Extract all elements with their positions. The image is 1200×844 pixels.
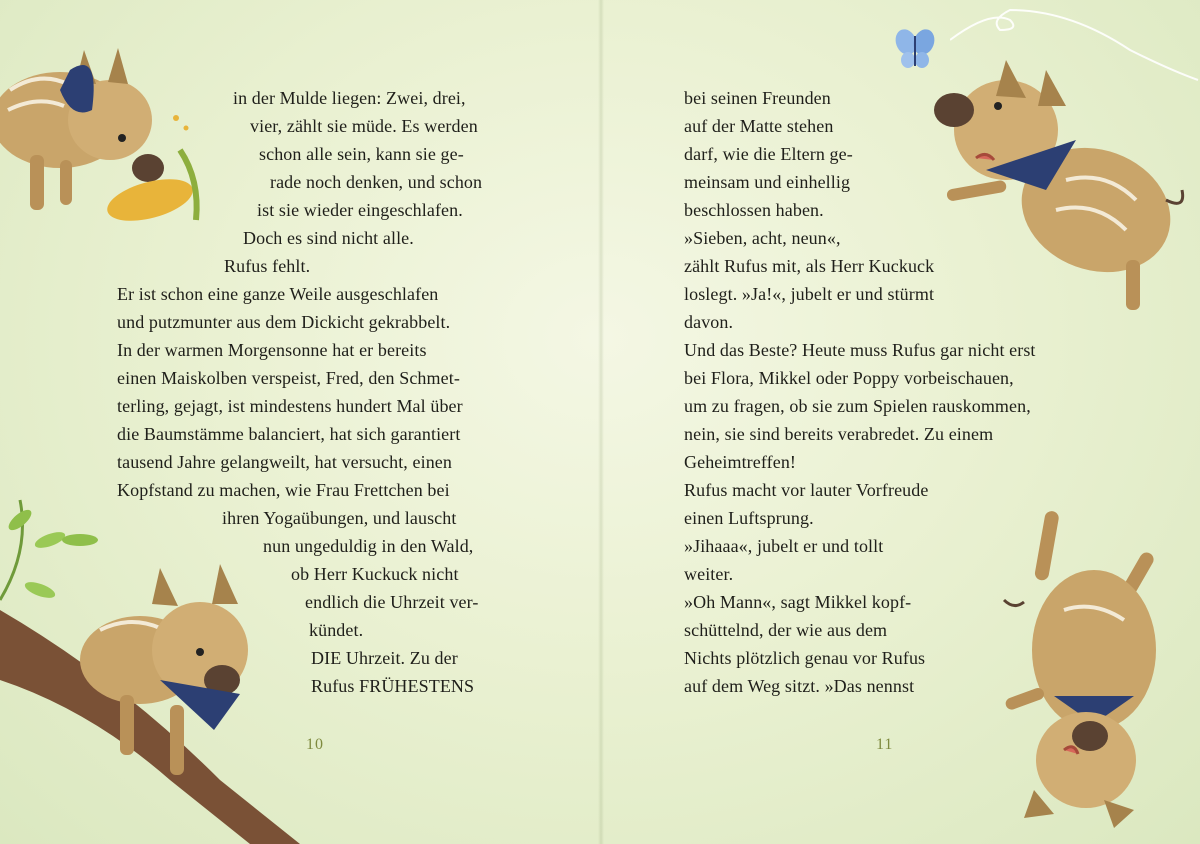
- left-line: ist sie wieder eingeschlafen.: [257, 200, 463, 220]
- left-line: in der Mulde liegen: Zwei, drei,: [233, 88, 466, 108]
- left-line: Er ist schon eine ganze Weile ausgeschlafen: [117, 284, 439, 304]
- right-line: »Sieben, acht, neun«,: [684, 228, 841, 248]
- right-line: davon.: [684, 312, 734, 332]
- boar-handstand-illustration: [994, 510, 1194, 830]
- right-line: weiter.: [684, 564, 734, 584]
- right-line: darf, wie die Eltern ge-: [684, 144, 853, 164]
- boar-branch-icon: [0, 480, 310, 844]
- right-line: nein, sie sind bereits verabredet. Zu einem: [684, 424, 994, 444]
- left-line: ihren Yogaübungen, und lauscht: [222, 508, 457, 528]
- boar-jumping-illustration: [926, 40, 1196, 320]
- right-line: um zu fragen, ob sie zum Spielen rauskommen,: [684, 396, 1031, 416]
- left-line: vier, zählt sie müde. Es werden: [250, 116, 478, 136]
- right-line: Geheimtreffen!: [684, 452, 797, 472]
- left-line: terling, gejagt, ist mindestens hundert Mal über: [117, 396, 463, 416]
- boar-corn-icon: [0, 10, 220, 240]
- right-line: schüttelnd, der wie aus dem: [684, 620, 888, 640]
- book-gutter: [598, 0, 604, 844]
- left-line: kündet.: [309, 620, 364, 640]
- right-line: »Jihaaa«, jubelt er und tollt: [684, 536, 884, 556]
- right-line: bei seinen Freunden: [684, 88, 831, 108]
- boar-jumping-icon: [926, 40, 1196, 320]
- left-line: rade noch denken, und schon: [270, 172, 483, 192]
- left-line: und putzmunter aus dem Dickicht gekrabbelt.: [117, 312, 451, 332]
- right-line: Nichts plötzlich genau vor Rufus: [684, 648, 926, 668]
- left-line: In der warmen Morgensonne hat er bereits: [117, 340, 427, 360]
- left-line: schon alle sein, kann sie ge-: [259, 144, 464, 164]
- boar-on-branch-illustration: [0, 480, 310, 844]
- right-line: meinsam und einhellig: [684, 172, 851, 192]
- boar-handstand-icon: [994, 510, 1194, 830]
- left-line: nun ungeduldig in den Wald,: [263, 536, 474, 556]
- right-line: loslegt. »Ja!«, jubelt er und stürmt: [684, 284, 935, 304]
- right-line: zählt Rufus mit, als Herr Kuckuck: [684, 256, 935, 276]
- left-line: ob Herr Kuckuck nicht: [291, 564, 459, 584]
- right-line: auf dem Weg sitzt. »Das nennst: [684, 676, 915, 696]
- left-line: Doch es sind nicht alle.: [243, 228, 414, 248]
- left-line: Rufus FRÜHESTENS: [311, 676, 475, 696]
- left-line: die Baumstämme balanciert, hat sich garantiert: [117, 424, 461, 444]
- page-number-left: 10: [306, 736, 324, 753]
- left-line: Rufus fehlt.: [224, 256, 311, 276]
- left-line: Kopfstand zu machen, wie Frau Frettchen bei: [117, 480, 450, 500]
- right-line: »Oh Mann«, sagt Mikkel kopf-: [684, 592, 912, 612]
- right-line: Und das Beste? Heute muss Rufus gar nicht erst: [684, 340, 1036, 360]
- right-line: bei Flora, Mikkel oder Poppy vorbeischauen,: [684, 368, 1014, 388]
- left-line: tausend Jahre gelangweilt, hat versucht, einen: [117, 452, 452, 472]
- right-line: auf der Matte stehen: [684, 116, 834, 136]
- right-line: Rufus macht vor lauter Vorfreude: [684, 480, 929, 500]
- left-line: endlich die Uhrzeit ver-: [305, 592, 479, 612]
- right-line: beschlossen haben.: [684, 200, 824, 220]
- left-line: einen Maiskolben verspeist, Fred, den Schmet-: [117, 368, 460, 388]
- page-number-right: 11: [876, 736, 894, 753]
- left-line: DIE Uhrzeit. Zu der: [311, 648, 458, 668]
- right-line: einen Luftsprung.: [684, 508, 814, 528]
- boar-eating-corn-illustration: [0, 10, 220, 240]
